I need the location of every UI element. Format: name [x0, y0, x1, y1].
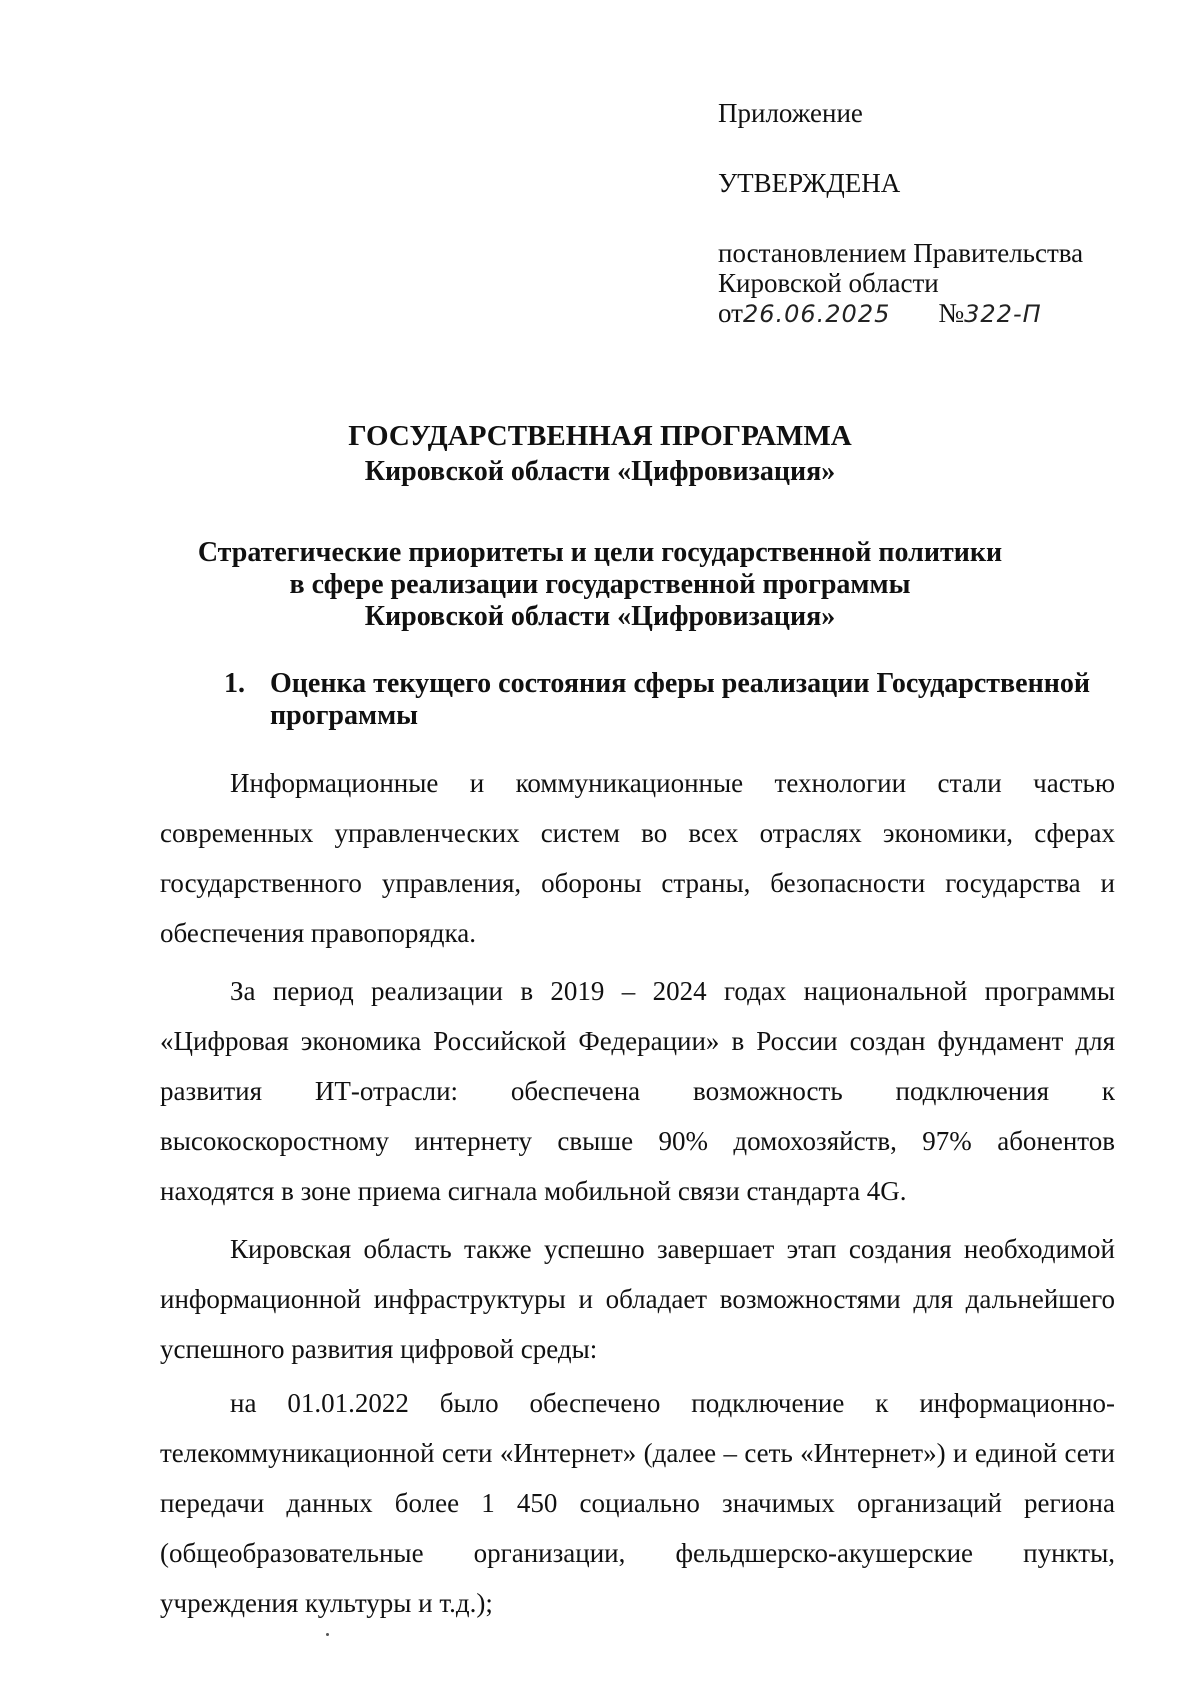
- handwritten-number: 322-П: [964, 300, 1042, 328]
- section-number: 1.: [224, 668, 245, 699]
- approved-label: УТВЕРЖДЕНА: [718, 168, 901, 198]
- appendix-label: Приложение: [718, 98, 863, 128]
- handwritten-date: 26.06.2025: [742, 300, 891, 328]
- approved-by-line-1: постановлением Правительства: [718, 238, 1084, 268]
- paragraph-ict: Информационные и коммуникационные технологии стали частью современных управленческих систем во всех отраслях экономики, сферах государственного управления, обороны страны, безопасности государства и обеспечения правопорядка.: [160, 768, 1115, 948]
- strategy-heading-line-2: в сфере реализации государственной программы: [289, 569, 911, 600]
- approved-by-line-2: Кировской области: [718, 268, 939, 298]
- strategy-heading-line-1: Стратегические приоритеты и цели государственной политики: [197, 537, 1003, 568]
- program-subtitle: Кировской области «Цифровизация»: [364, 456, 836, 487]
- number-prefix: №: [938, 298, 965, 328]
- strategy-heading: [0, 537, 1200, 633]
- strategy-heading-line-3: Кировской области «Цифровизация»: [364, 601, 836, 632]
- approval-block: [718, 98, 1083, 329]
- scan-speck: [326, 1633, 329, 1636]
- body-text: [160, 758, 1115, 1634]
- date-prefix: от: [718, 298, 743, 328]
- date-number-line: [718, 298, 1083, 329]
- section-title: Оценка текущего состояния сферы реализации Государственной программы: [270, 668, 1090, 731]
- program-title: ГОСУДАРСТВЕННАЯ ПРОГРАММА: [348, 420, 852, 452]
- paragraph-kirov-region: Кировская область также успешно завершает этап создания необходимой информационной инфраструктуры и обладает возможностями для дальнейшего успешного развития цифровой среды:: [160, 1234, 1115, 1364]
- paragraph-digital-economy: За период реализации в 2019 – 2024 годах национальной программы «Цифровая экономика Российской Федерации» в России создан фундамент для развития ИТ-отрасли: обеспечена возможность подключения к высокоскоростному интернету свыше 90% домохозяйств, 97% абонентов находятся в зоне приема сигнала мобильной связи стандарта 4G.: [160, 976, 1115, 1206]
- paragraph-internet-connection: на 01.01.2022 было обеспечено подключение к информационно-телекоммуникационной сети «Интернет» (далее – сеть «Интернет») и единой сети передачи данных более 1 450 социально значимых организаций региона (общеобразовательные организации, фельдшерско-акушерские пункты, учреждения культуры и т.д.);: [160, 1388, 1115, 1618]
